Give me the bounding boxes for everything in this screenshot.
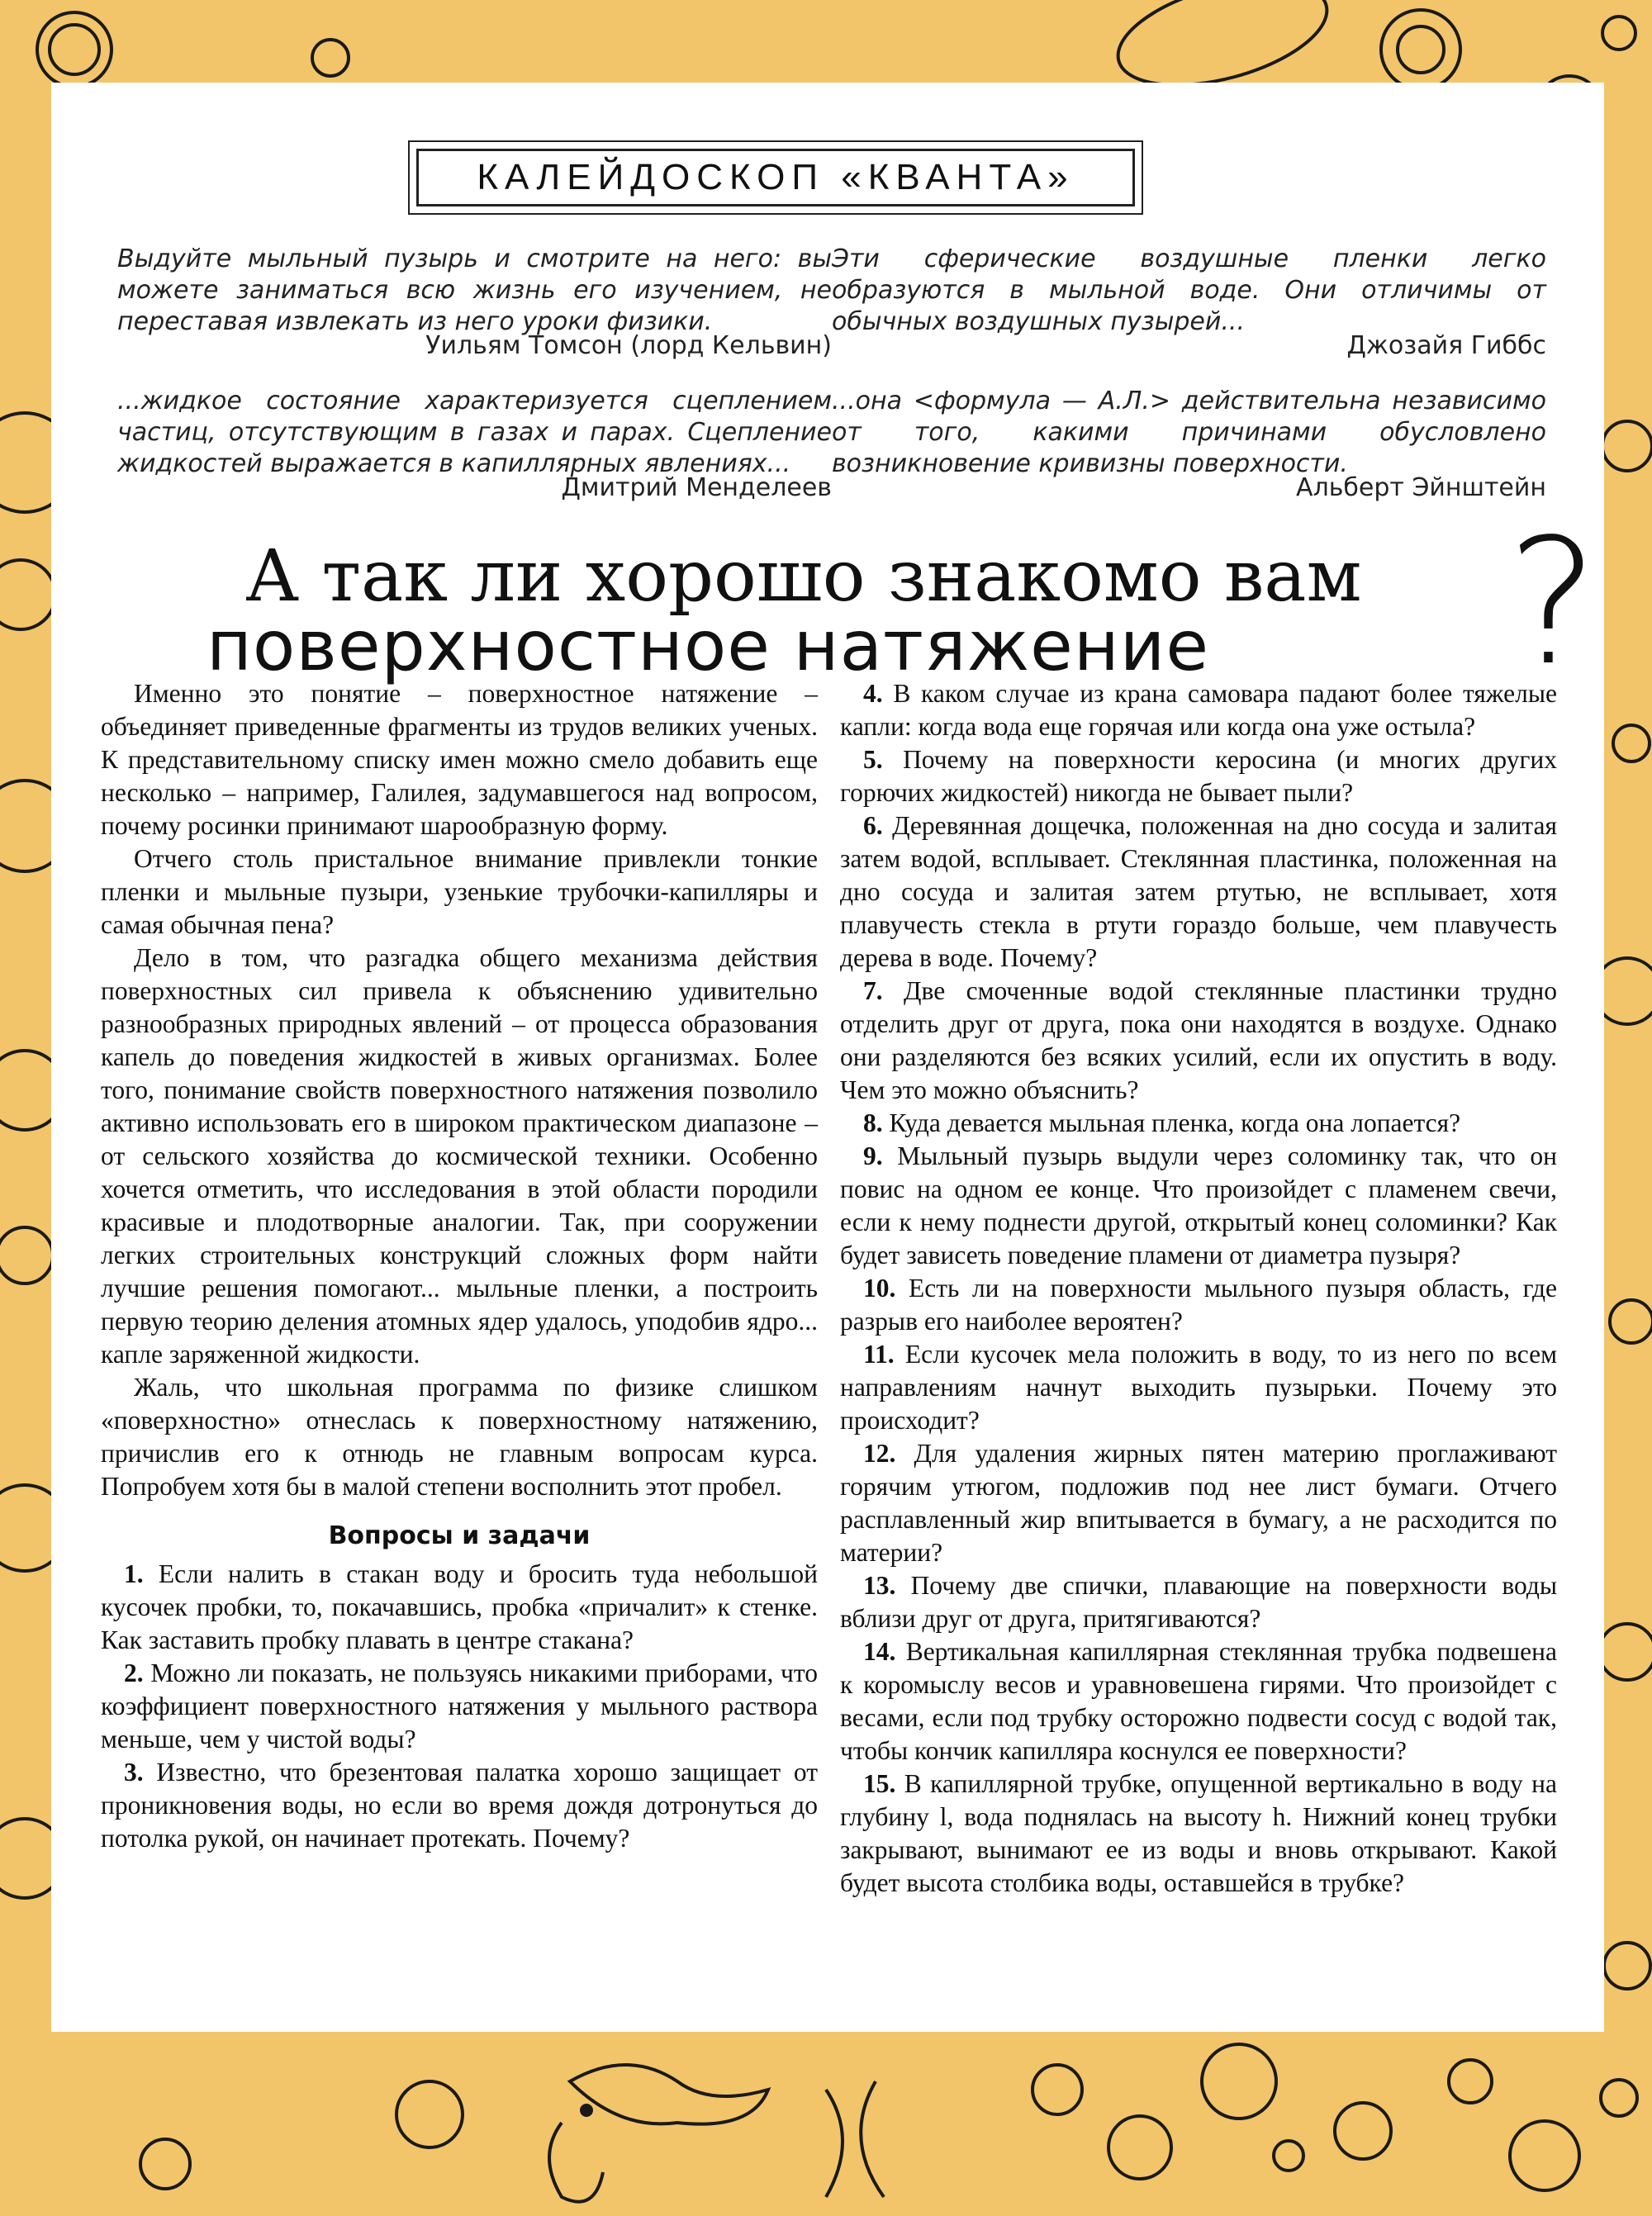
- question-text: Если кусочек мела положить в воду, то из него по всем направлениям начнут выходить пузырьки. Почему это происходит?: [840, 1340, 1558, 1435]
- question-item: [101, 1657, 818, 1756]
- rubric-header: [408, 140, 1143, 215]
- question-text: Можно ли показать, не пользуясь никакими приборами, что коэффициент поверхностного натяжения у мыльного раствора меньше, чем у чистой воды?: [101, 1658, 818, 1753]
- question-number: 6.: [863, 811, 883, 840]
- intro-paragraph: Отчего столь пристальное внимание привлекли тонкие пленки и мыльные пузыри, узенькие трубочки-капилляры и самая обычная пена?: [101, 844, 818, 939]
- question-text: Есть ли на поверхности мыльного пузыря область, где разрыв его наиболее вероятен?: [840, 1274, 1558, 1336]
- question-text: Деревянная дощечка, положенная на дно сосуда и залитая затем водой, всплывает. Стеклянная пластинка, положенная на дно сосуда и залитая затем ртутью, не всплывает, хотя плавучесть стекла в ртути гораздо больше, чем плавучесть дерева в воде. Почему?: [840, 811, 1558, 972]
- question-text: Куда девается мыльная пленка, когда она лопается?: [889, 1108, 1461, 1137]
- question-item: [840, 1768, 1557, 1900]
- question-number: 7.: [863, 976, 883, 1005]
- question-text: Вертикальная капиллярная стеклянная трубка подвешена к коромыслу весов и уравновешена гирями. Что произойдет с весами, если под трубку осторожно подвести сосуд с водой так, чтобы кончик капилляра коснулся ее поверхности?: [840, 1637, 1557, 1765]
- question-item: [840, 809, 1557, 975]
- question-text: Мыльный пузырь выдули через соломинку так, что он повис на одном ее конце. Что произойдет с пламенем свечи, если к нему поднести другой, открытый конец соломинки? Как будет зависеть поведение пламени от диаметра пузыря?: [840, 1141, 1557, 1269]
- question-text: Почему на поверхности керосина (и многих других горючих жидкостей) никогда не бывает пыли?: [840, 745, 1557, 807]
- question-number: 13.: [863, 1571, 896, 1600]
- question-text: Если налить в стакан воду и бросить туда небольшой кусочек пробки, то, покачавшись, пробка «причалит» к стенке. Как заставить пробку плавать в центре стакана?: [101, 1559, 819, 1654]
- epigraph-text-einstein: ...она <формула — А.Л.> действительна независимо от того, какими причинами обусловлено возникновение кривизны поверхности.: [832, 387, 1546, 478]
- question-item: [840, 1107, 1557, 1140]
- question-text: Для удаления жирных пятен материю проглаживают горячим утюгом, подложив под нее лист бумаги. Отчего расплавленный жир впитывается в бумагу, а не расходится по материи?: [840, 1439, 1558, 1567]
- question-item: [840, 743, 1557, 809]
- question-item: [840, 1338, 1557, 1437]
- question-number: 12.: [863, 1439, 896, 1468]
- question-number: 11.: [863, 1340, 895, 1369]
- question-item: [840, 1635, 1557, 1768]
- question-item: [840, 1569, 1557, 1635]
- question-number: 3.: [124, 1758, 144, 1787]
- intro-paragraph: Дело в том, что разгадка общего механизма действия поверхностных сил привела к объяснению удивительно разнообразных природных явлений – от процесса образования капель до поведения жидкостей в живых организмах. Более того, понимание свойств поверхностного натяжения позволило активно использовать его в широком практическом диапазоне – от сельского хозяйства до космической техники. Особенно хочется отметить, что исследования в этой области породили красивые и плодотворные аналогии. Так, при сооружении легких строительных конструкций сложных форм найти лучшие решения помогают... мыльные пленки, а построить первую теорию деления атомных ядер удалось, уподобив ядро... капле заряженной жидкости.: [101, 943, 818, 1369]
- question-text: В капиллярной трубке, опущенной вертикально в воду на глубину l, вода поднялась на высоту h. Нижний конец трубки закрывают, вынимают ее из воды и вновь открывают. Какой будет высота столбика воды, оставшейся в трубке?: [840, 1769, 1558, 1897]
- article-page: [51, 83, 1604, 2032]
- question-item: [840, 1272, 1557, 1338]
- question-item: [840, 975, 1557, 1107]
- article-title-line2: поверхностное натяжение: [206, 605, 1210, 686]
- question-number: 5.: [863, 745, 883, 774]
- question-text: Известно, что брезентовая палатка хорошо защищает от проникновения воды, но если во время дождя дотронуться до потолка рукой, он начинает протекать. Почему?: [101, 1758, 818, 1853]
- rubric-title: КАЛЕЙДОСКОП «КВАНТА»: [416, 149, 1135, 206]
- question-number: 15.: [863, 1769, 896, 1798]
- question-number: 1.: [124, 1559, 144, 1588]
- intro-paragraph: Именно это понятие – поверхностное натяжение – объединяет приведенные фрагменты из трудов великих ученых. К представительному списку имен можно смело добавить еще несколько – например, Галилея, задумавшегося над вопросом, почему росинки принимают шарообразную форму.: [101, 679, 818, 840]
- question-number: 8.: [863, 1108, 883, 1137]
- epigraph-author-kelvin: Уильям Томсон (лорд Кельвин): [425, 331, 832, 360]
- question-number: 4.: [863, 679, 883, 708]
- epigraph-text-mendeleev: ...жидкое состояние характеризуется сцеплением частиц, отсутствующим в газах и парах. Сцепление жидкостей выражается в капиллярных явлениях...: [117, 387, 832, 478]
- epigraph-text-kelvin: Выдуйте мыльный пузырь и смотрите на него: вы можете заниматься всю жизнь его изучением, не переставая извлекать из него уроки физики.: [117, 244, 832, 336]
- question-item: [101, 1558, 818, 1657]
- right-column: [840, 677, 1557, 1900]
- intro-paragraph: Жаль, что школьная программа по физике слишком «поверхностно» отнеслась к поверхностному натяжению, причислив его к отнюдь не главным вопросам курса. Попробуем хотя бы в малой степени восполнить этот пробел.: [101, 1373, 818, 1501]
- left-column: [101, 677, 818, 1855]
- question-text: В каком случае из крана самовара падают более тяжелые капли: когда вода еще горячая или когда она уже остыла?: [840, 679, 1557, 741]
- question-number: 10.: [863, 1274, 896, 1303]
- question-item: [840, 677, 1557, 743]
- article-title-line1: А так ли хорошо знакомо вам: [245, 535, 1362, 618]
- question-text: Почему две спички, плавающие на поверхности воды вблизи друг от друга, притягиваются?: [840, 1571, 1558, 1633]
- epigraph-author-mendeleev: Дмитрий Менделеев: [561, 473, 832, 502]
- question-item: [840, 1140, 1557, 1272]
- question-number: 2.: [124, 1658, 144, 1687]
- question-text: Две смоченные водой стеклянные пластинки трудно отделить друг от друга, пока они находятся в воздухе. Однако они разделяются без всяких усилий, если их опустить в воду. Чем это можно объяснить?: [840, 976, 1558, 1104]
- question-number: 9.: [863, 1141, 883, 1170]
- question-item: [840, 1437, 1557, 1569]
- question-item: [101, 1756, 818, 1855]
- title-question-mark: ?: [1507, 501, 1599, 704]
- question-number: 14.: [863, 1637, 896, 1666]
- questions-heading: Вопросы и задачи: [328, 1521, 591, 1550]
- epigraph-author-einstein: Альберт Эйнштейн: [1296, 473, 1546, 502]
- epigraph-text-gibbs: Эти сферические воздушные пленки легко образуются в мыльной воде. Они отличимы от обычных воздушных пузырей...: [832, 244, 1546, 336]
- epigraph-author-gibbs: Джозайя Гиббс: [1346, 331, 1546, 360]
